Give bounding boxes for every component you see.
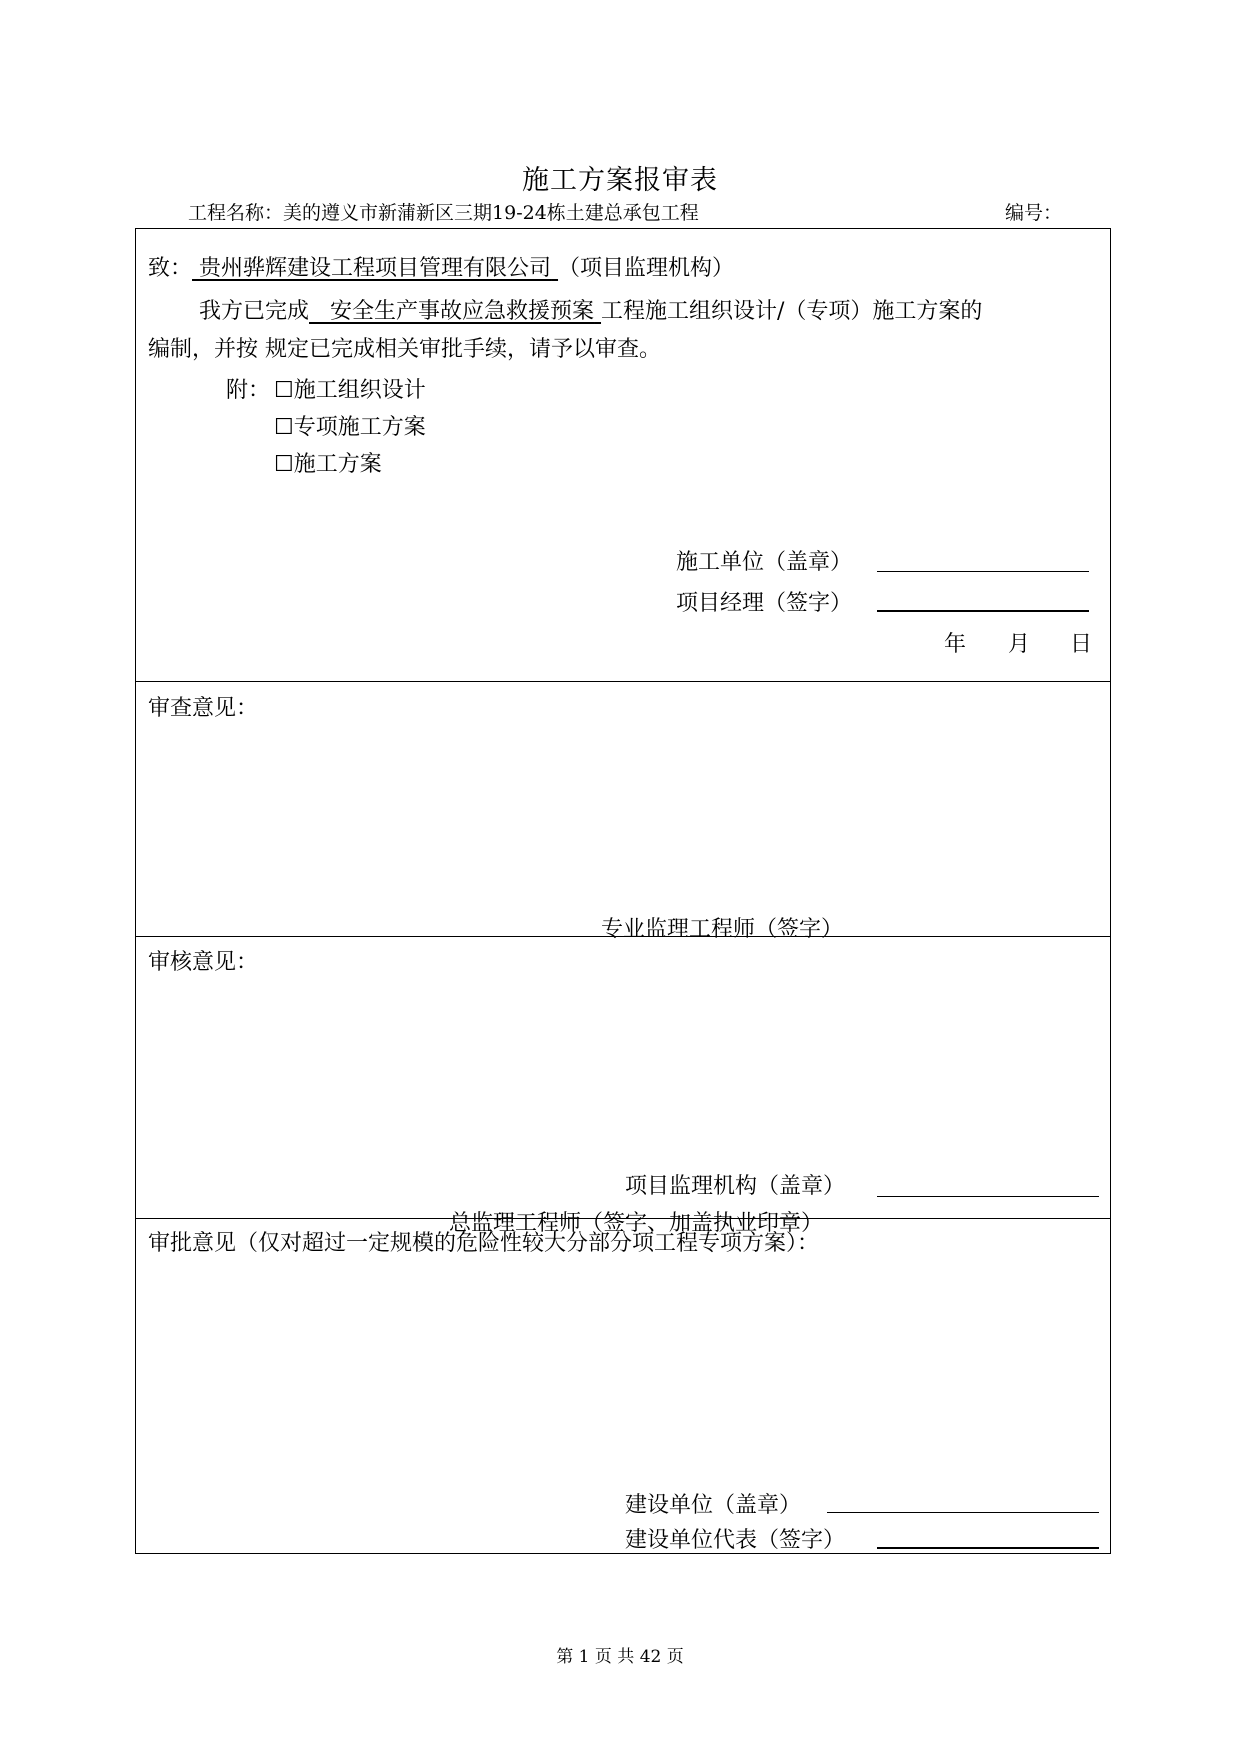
audit-heading: 审核意见： [148,950,259,975]
owner-unit-signature-line [827,1512,1099,1513]
plan-name: 安全生产事故应急救援预案 [330,299,595,324]
page-footer: 第 1 页 共 42 页 [556,1647,684,1667]
project-manager-signature-line [877,610,1089,612]
number-label: 编号： [1005,202,1063,224]
supervision-org-signature-line [877,1196,1099,1197]
attachment-item-3: ☐施工方案 [274,452,382,477]
audit-section [137,938,1109,1236]
approval-heading: 审批意见（仅对超过一定规模的危险性较大分部分项工程专项方案）： [148,1231,820,1256]
project-manager-label: 项目经理（签字） [676,591,853,616]
chief-supervisor-label: 总监理工程师（签字、加盖执业印章） [449,1211,824,1236]
checkbox-icon[interactable]: ☐ [274,415,294,440]
construction-unit-label: 施工单位（盖章） [676,550,853,575]
owner-representative-signature-line [877,1547,1099,1549]
date-day: 日 [1070,632,1093,657]
review-heading: 审查意见： [148,696,259,721]
statement-line-1 [199,294,982,325]
recipient-line [148,251,734,282]
recipient-suffix: （项目监理机构） [558,256,735,281]
attach-label: 附： [226,378,271,403]
checkbox-icon[interactable]: ☐ [274,452,294,477]
supervision-org-label: 项目监理机构（盖章） [625,1174,846,1199]
statement-line-2: 编制，并按 规定已完成相关审批手续，请予以审查。 [148,337,661,362]
review-section [137,682,1109,942]
attachment-item-2: ☐专项施工方案 [274,415,426,440]
date-month: 月 [1008,632,1031,657]
project-name: 美的遵义市新蒲新区三期19-24栋土建总承包工程 [283,202,699,224]
statement-suffix: 工程施工组织设计/（专项）施工方案的 [601,299,983,324]
date-year: 年 [944,632,967,657]
page-title: 施工方案报审表 [522,165,718,196]
recipient-name: 贵州骅辉建设工程项目管理有限公司 [199,256,552,281]
owner-representative-label: 建设单位代表（签字） [625,1528,846,1553]
attachment-item-1: ☐施工组织设计 [274,378,426,403]
checkbox-icon[interactable]: ☐ [274,378,294,403]
owner-unit-label: 建设单位（盖章） [625,1493,802,1518]
project-label: 工程名称： [188,202,284,224]
to-label: 致： [148,256,193,281]
statement-prefix: 我方已完成 [199,299,310,324]
construction-unit-signature-line [877,571,1089,572]
supervisor-engineer-label: 专业监理工程师（签字） [601,917,844,942]
project-name-line [188,198,699,225]
